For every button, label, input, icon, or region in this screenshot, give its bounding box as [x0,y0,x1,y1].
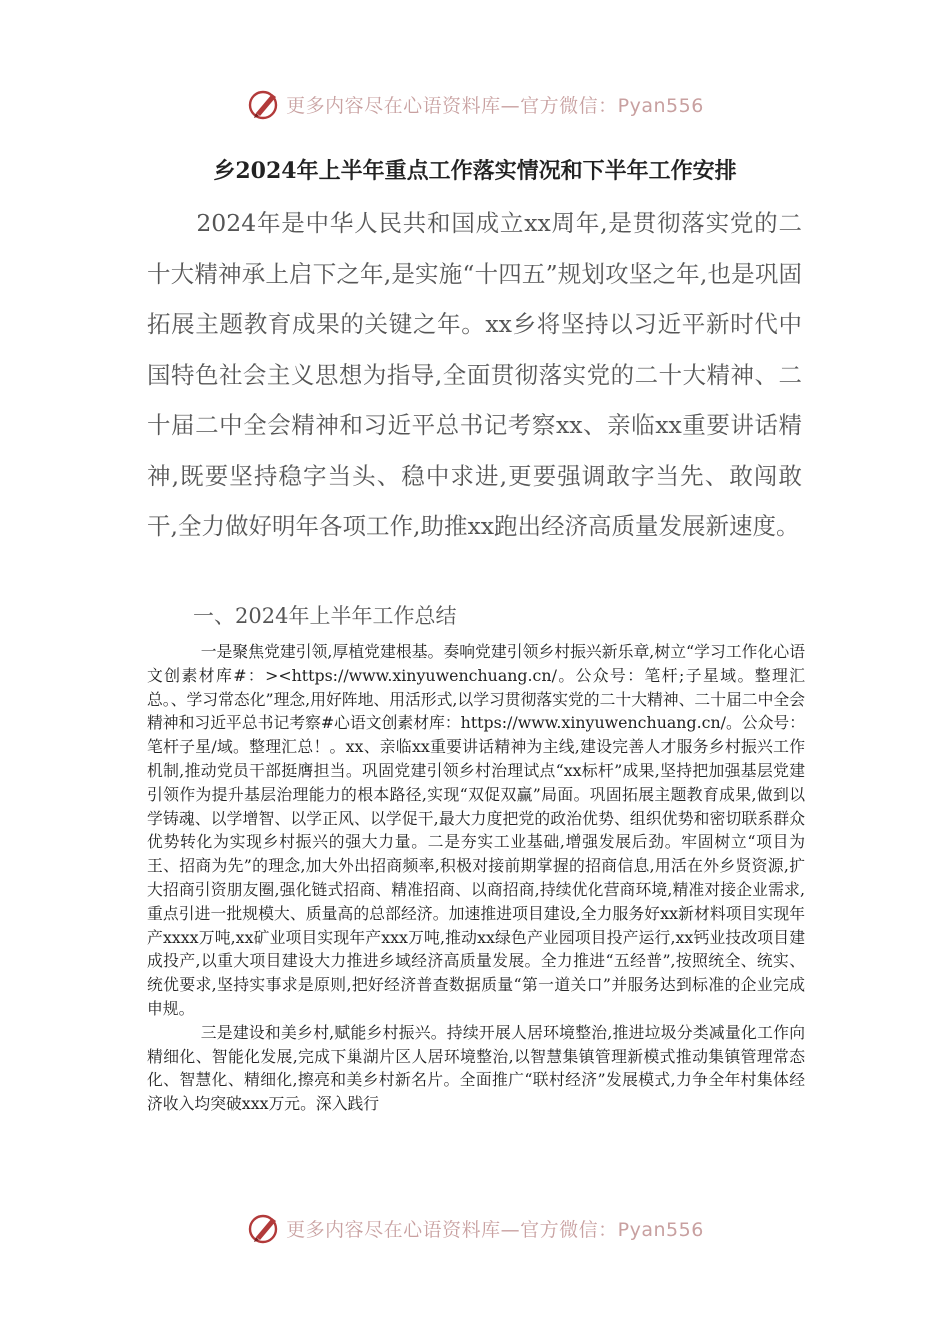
header-banner-text: 更多内容尽在心语资料库—官方微信：Pyan556 [286,94,704,117]
pen-on-circle-logo-icon [246,86,282,122]
header-banner [0,84,950,124]
section-heading: 一、2024年上半年工作总结 [193,604,457,628]
intro-paragraph: 2024年是中华人民共和国成立xx周年,是贯彻落实党的二十大精神承上启下之年,是实施“十四五”规划攻坚之年,也是巩固拓展主题教育成果的关键之年。xx乡将坚持以习近平新时代中国特色社会主义思想为指导,全面贯彻落实党的二十大精神、二十届二中全会精神和习近平总书记考察xx、亲临xx重要讲话精神,既要坚持稳字当头、稳中求进,更要强调敢字当先、敢闯敢干,全力做好明年各项工作,助推xx跑出经济高质量发展新速度。 [147,209,802,540]
body-paragraph-1: 一是聚焦党建引领,厚植党建根基。奏响党建引领乡村振兴新乐章,树立“学习工作化心语文创素材库#：><https://www.xinyuwenchuang.cn/。公众号：笔杆;子星域。整理汇总。、学习常态化”理念,用好阵地、用活形式,以学习贯彻落实党的二十大精神、二十届二中全会精神和习近平总书记考察#心语文创素材库：https://www.xinyuwenchuang.cn/。公众号：笔杆子星/域。整理汇总！。xx、亲临xx重要讲话精神为主线,建设完善人才服务乡村振兴工作机制,推动党员干部挺膺担当。巩固党建引领乡村治理试点“xx标杆”成果,坚持把加强基层党建引领作为提升基层治理能力的根本路径,实现“双促双赢”局面。巩固拓展主题教育成果,做到以学铸魂、以学增智、以学正风、以学促干,最大力度把党的政治优势、组织优势和密切联系群众优势转化为实现乡村振兴的强大力量。二是夯实工业基础,增强发展后劲。牢固树立“项目为王、招商为先”的理念,加大外出招商频率,积极对接前期掌握的招商信息,用活在外乡贤资源,扩大招商引资朋友圈,强化链式招商、精准招商、以商招商,持续优化营商环境,精准对接企业需求,重点引进一批规模大、质量高的总部经济。加速推进项目建设,全力服务好xx新材料项目实现年产xxxx万吨,xx矿业项目实现年产xxx万吨,推动xx绿色产业园项目投产运行,xx钙业技改项目建成投产,以重大项目建设大力推进乡域经济高质量发展。全力推进“五经普”,按照统全、统实、统优要求,坚持实事求是原则,把好经济普查数据质量“第一道关口”并服务达到标准的企业完成申规。 [147,642,805,1018]
footer-banner [0,1208,950,1248]
body-text [147,640,805,1116]
pen-on-circle-logo-icon [246,1210,282,1246]
footer-banner-text: 更多内容尽在心语资料库—官方微信：Pyan556 [286,1218,704,1241]
document-title: 乡2024年上半年重点工作落实情况和下半年工作安排 [213,158,737,184]
body-paragraph-2: 三是建设和美乡村,赋能乡村振兴。持续开展人居环境整治,推进垃圾分类减量化工作向精细化、智能化发展,完成下巢湖片区人居环境整治,以智慧集镇管理新模式推动集镇管理常态化、智慧化、精细化,擦亮和美乡村新名片。全面推广“联村经济”发展模式,力争全年村集体经济收入均突破xxx万元。深入践行 [147,1022,805,1114]
